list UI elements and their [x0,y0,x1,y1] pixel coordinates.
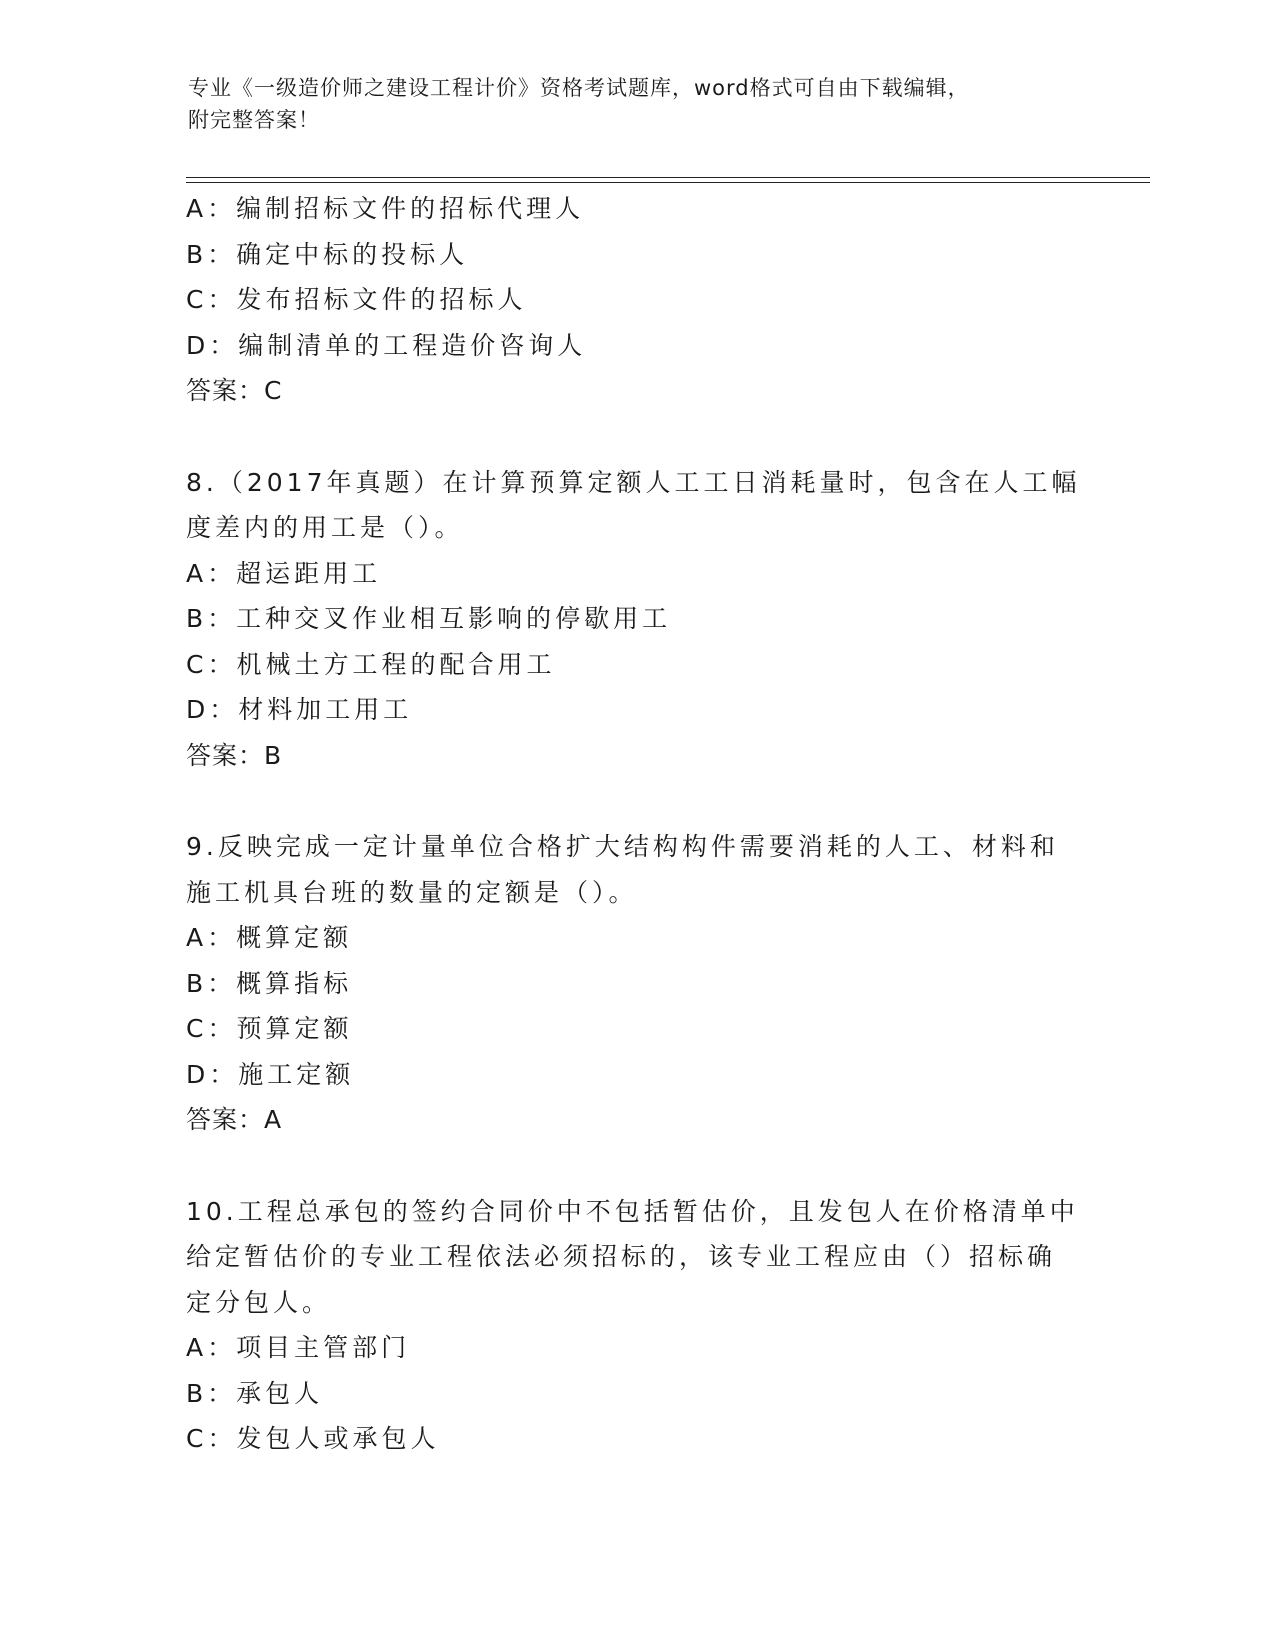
option-c: C：发布招标文件的招标人 [186,285,527,314]
question-7 [186,186,1086,414]
question-text-line: 定分包人。 [186,1287,332,1317]
question-text-line: 9.反映完成一定计量单位合格扩大结构构件需要消耗的人工、材料和 [186,832,1059,861]
question-8 [186,460,1086,779]
option-c: C：机械土方工程的配合用工 [186,649,556,679]
option-a: A：项目主管部门 [186,1333,411,1362]
option-c: C：预算定额 [186,1014,353,1043]
header-divider-bottom [186,182,1150,183]
question-text-line: 10.工程总承包的签约合同价中不包括暂估价，且发包人在价格清单中 [186,1196,1079,1226]
header-line-1: 专业《一级造价师之建设工程计价》资格考试题库，word格式可自由下载编辑， [188,76,970,100]
option-d: D：施工定额 [186,1059,355,1089]
option-b: B：承包人 [186,1378,324,1408]
option-d: D：材料加工用工 [186,695,413,724]
option-b: B：确定中标的投标人 [186,239,469,269]
answer-line: 答案：C [186,376,283,405]
question-text-line: 度差内的用工是（）。 [186,513,464,542]
option-b: B：概算指标 [186,968,353,998]
spacer [186,1143,1086,1189]
question-list [186,186,1086,1462]
spacer [186,778,1086,824]
question-text-line: 施工机具台班的数量的定额是（）。 [186,877,638,907]
spacer [186,414,1086,460]
option-d: D：编制清单的工程造价咨询人 [186,330,587,360]
question-text-line: 给定暂估价的专业工程依法必须招标的，该专业工程应由（）招标确 [186,1242,1057,1271]
header-line-2: 附完整答案！ [188,108,320,132]
header-divider-top [186,177,1150,178]
option-b: B：工种交叉作业相互影响的停歇用工 [186,604,672,633]
option-a: A：超运距用工 [186,558,382,588]
answer-line: 答案：A [186,1105,283,1134]
answer-line: 答案：B [186,740,283,770]
option-a: A：编制招标文件的招标代理人 [186,194,585,223]
question-10 [186,1189,1086,1462]
document-header [188,72,1068,136]
option-c: C：发包人或承包人 [186,1424,440,1453]
question-text-line: 8.（2017年真题）在计算预算定额人工工日消耗量时，包含在人工幅 [186,467,1081,497]
question-9 [186,824,1086,1143]
option-a: A：概算定额 [186,923,353,952]
